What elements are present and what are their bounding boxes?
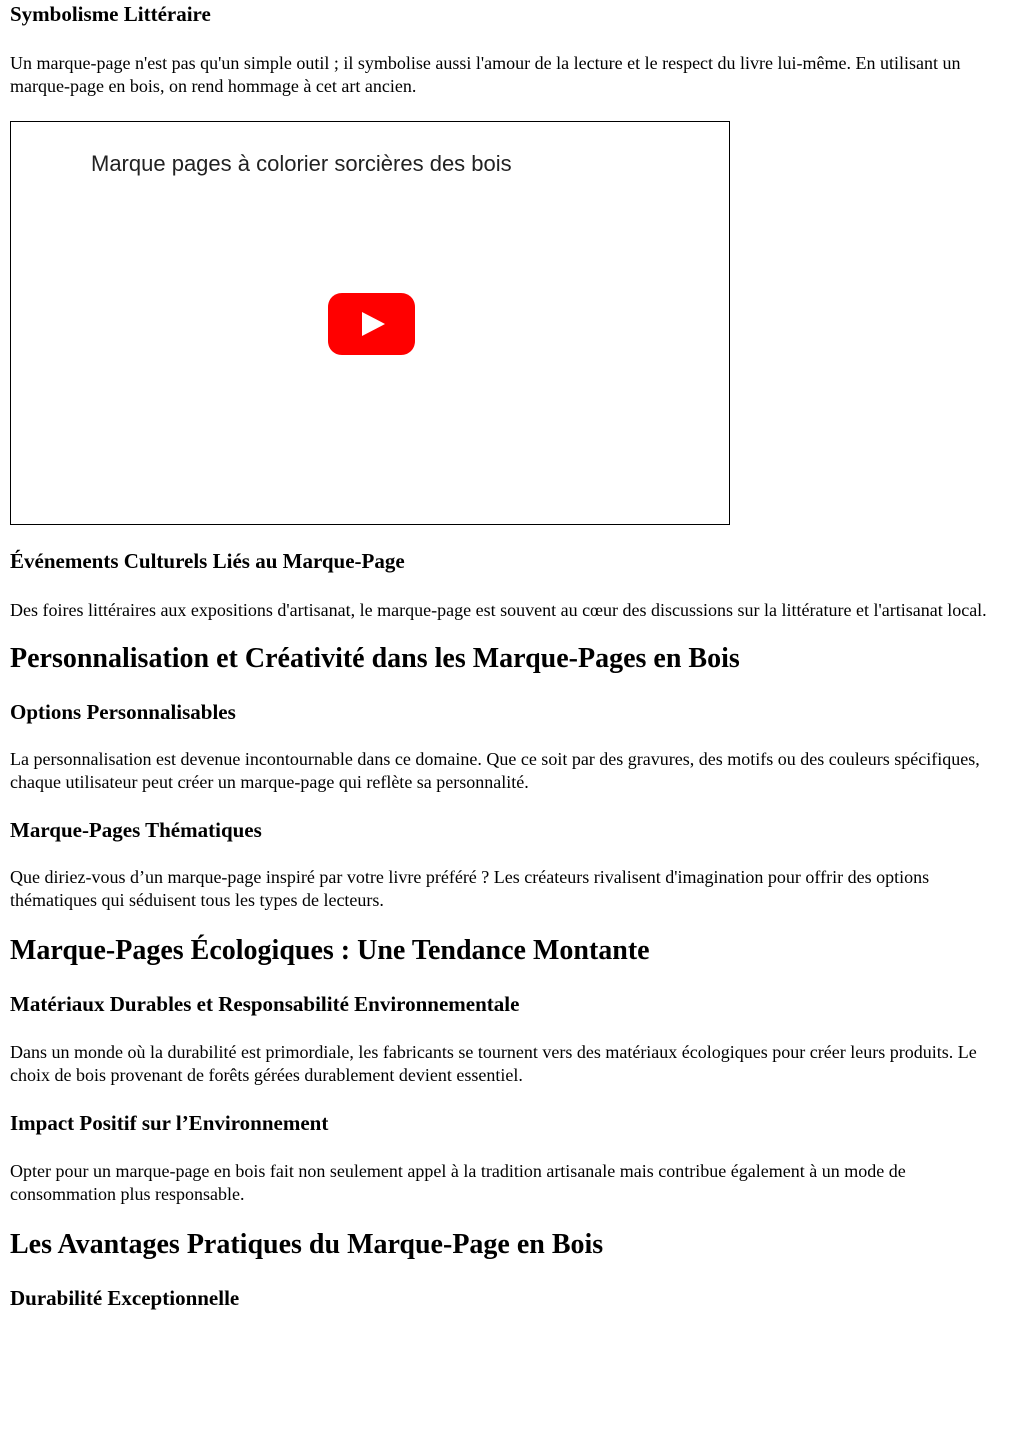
section-title-materials: Matériaux Durables et Responsabilité Environnementale — [10, 992, 520, 1016]
youtube-play-button[interactable] — [328, 293, 415, 355]
section-title-cultural-events: Événements Culturels Liés au Marque-Page — [10, 549, 405, 573]
paragraph-impact: Opter pour un marque-page en bois fait non seulement appel à la tradition artisanale mais contribue également à un mode de consommation plus responsable. — [10, 1161, 906, 1204]
section-title-options: Options Personnalisables — [10, 700, 236, 724]
section-title-symbolism: Symbolisme Littéraire — [10, 2, 211, 26]
video-embed[interactable] — [10, 121, 730, 525]
heading-advantages: Les Avantages Pratiques du Marque-Page en Bois — [10, 1229, 604, 1260]
paragraph-materials: Dans un monde où la durabilité est primordiale, les fabricants se tournent vers des matériaux écologiques pour créer leurs produits. Le choix de bois provenant de forêts gérées durablement devient essentiel. — [10, 1042, 977, 1085]
paragraph-options: La personnalisation est devenue incontournable dans ce domaine. Que ce soit par des gravures, des motifs ou des couleurs spécifiques, chaque utilisateur peut créer un marque-page qui reflète sa personnalité. — [10, 749, 980, 792]
paragraph-cultural-events: Des foires littéraires aux expositions d'artisanat, le marque-page est souvent au cœur des discussions sur la littérature et l'artisanat local. — [10, 600, 987, 620]
heading-personalization: Personnalisation et Créativité dans les Marque-Pages en Bois — [10, 643, 740, 674]
paragraph-symbolism: Un marque-page n'est pas qu'un simple outil ; il symbolise aussi l'amour de la lecture et le respect du livre lui-même. En utilisant un marque-page en bois, on rend hommage à cet art ancien. — [10, 53, 961, 96]
video-title[interactable]: Marque pages à colorier sorcières des bois — [91, 151, 512, 176]
heading-ecological: Marque-Pages Écologiques : Une Tendance Montante — [10, 935, 650, 966]
youtube-play-icon[interactable] — [328, 293, 415, 355]
section-title-durability: Durabilité Exceptionnelle — [10, 1286, 240, 1310]
section-title-impact: Impact Positif sur l’Environnement — [10, 1111, 329, 1135]
paragraph-thematic: Que diriez-vous d’un marque-page inspiré par votre livre préféré ? Les créateurs rivalisent d'imagination pour offrir des options thématiques qui séduisent tous les types de lecteurs. — [10, 867, 930, 910]
section-title-thematic: Marque-Pages Thématiques — [10, 818, 262, 842]
